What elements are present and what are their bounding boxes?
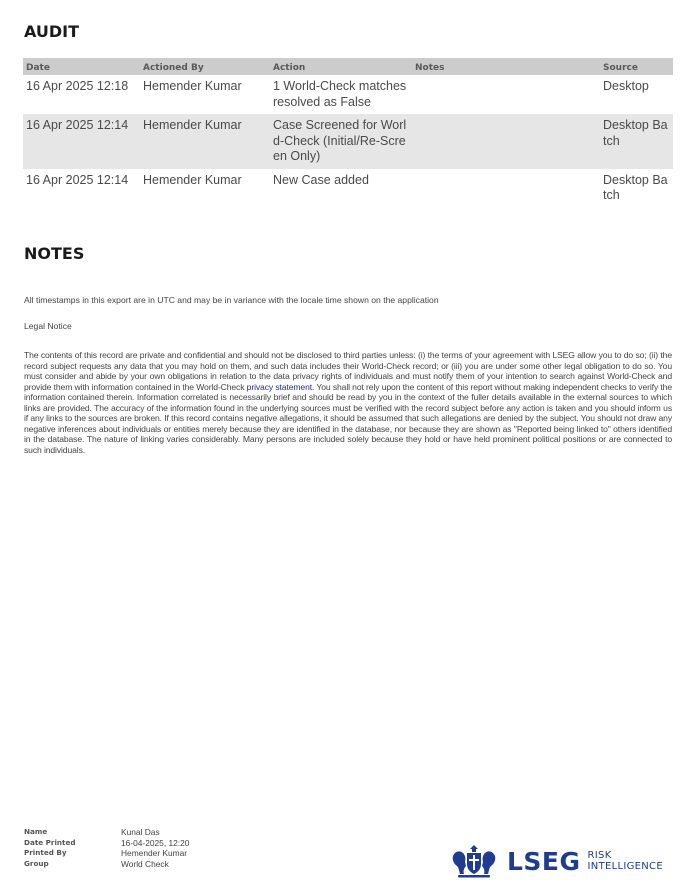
timestamps-note: All timestamps in this export are in UTC and may be in variance with the locale time shown on the application [24,295,439,305]
meta-value: Hemender Kumar [121,848,188,858]
audit-table [23,58,673,208]
meta-label: Date Printed [24,837,76,847]
audit-table-header [23,58,673,75]
meta-label: Group [24,858,49,868]
cell-notes [412,169,600,208]
legal-notice-body [24,350,672,455]
cell-date: 16 Apr 2025 12:18 [26,79,129,93]
column-header-actioned-by: Actioned By [140,58,270,75]
meta-value: 16-04-2025, 12:20 [121,837,190,848]
meta-row-date-printed [24,838,189,849]
cell-action: Case Screened for World-Check (Initial/Re-Screen Only) [270,114,412,169]
cell-actioned-by: Hemender Kumar [143,79,242,93]
cell-action: 1 World-Check matches resolved as False [273,79,407,109]
legal-text-part-2: . You shall not rely upon the content of this report without making independent checks to verify the information contained therein. Information correlated is necessarily brief and should be read by you in the context of the fuller details available in the external sources to which links are provided. The accuracy of the information found in the underlying sources must be verified with the record subject before any action is taken and you should inform us if any links to the sources are broken. If this record contains negative allegations, it should be assumed that such allegations are denied by the subject. You should not draw any negative inferences about individuals or entities merely because they are identified in the database, nor because they are shown as "Reported being linked to" others identified in the database. The nature of linking varies considerably. Many persons are included solely because they hold or have held prominent political positions or are connected to such individuals. [24,381,672,455]
crest-icon [450,844,498,878]
cell-date: 16 Apr 2025 12:14 [26,172,129,187]
column-header-notes: Notes [412,58,600,75]
meta-value: World Check [121,858,169,869]
brand-name: LSEG [507,846,581,876]
cell-actioned-by: Hemender Kumar [143,172,242,187]
notes-section-title: NOTES [24,244,85,263]
legal-notice-heading: Legal Notice [24,321,72,331]
privacy-statement-link[interactable]: privacy statement [246,381,312,392]
lseg-risk-intelligence-logo [450,844,663,878]
cell-source: Desktop [603,79,649,93]
table-row [23,75,673,114]
brand-tagline-line-1: RISK [587,850,612,861]
meta-row-printed-by [24,848,189,859]
meta-value: Kunal Das [121,827,160,837]
meta-label: Printed By [24,848,67,857]
column-header-source: Source [600,58,673,75]
meta-label: Name [24,827,48,836]
brand-tagline [588,850,663,872]
brand-tagline-line-2: INTELLIGENCE [587,861,663,872]
audit-section-title: AUDIT [24,22,80,41]
print-metadata [24,827,189,869]
cell-notes [412,75,600,114]
legal-text-part-1: The contents of this record are private and confidential and should not be disclosed to third parties unless: (i) the terms of your agreement with LSEG allow you to do so; (ii) the record subject requests any data that you may hold on them, and such data includes their World-Check record; or (iii) you are under some other legal obligation to do so. You must consider and abide by your own obligations in relation to the data privacy rights of individuals and must notify them of your intention to search against World-Check and provide them with information contained in the World-Check [24,350,672,392]
cell-source: Desktop Batch [600,114,673,169]
cell-notes [412,114,600,169]
meta-row-group [24,859,189,870]
column-header-action: Action [270,58,412,75]
cell-source: Desktop Batch [603,172,668,202]
cell-action: New Case added [273,172,369,187]
table-row [23,114,673,169]
cell-actioned-by: Hemender Kumar [140,114,270,169]
column-header-date: Date [23,58,140,75]
cell-date: 16 Apr 2025 12:14 [23,114,140,169]
table-row [23,169,673,208]
meta-row-name [24,827,189,838]
